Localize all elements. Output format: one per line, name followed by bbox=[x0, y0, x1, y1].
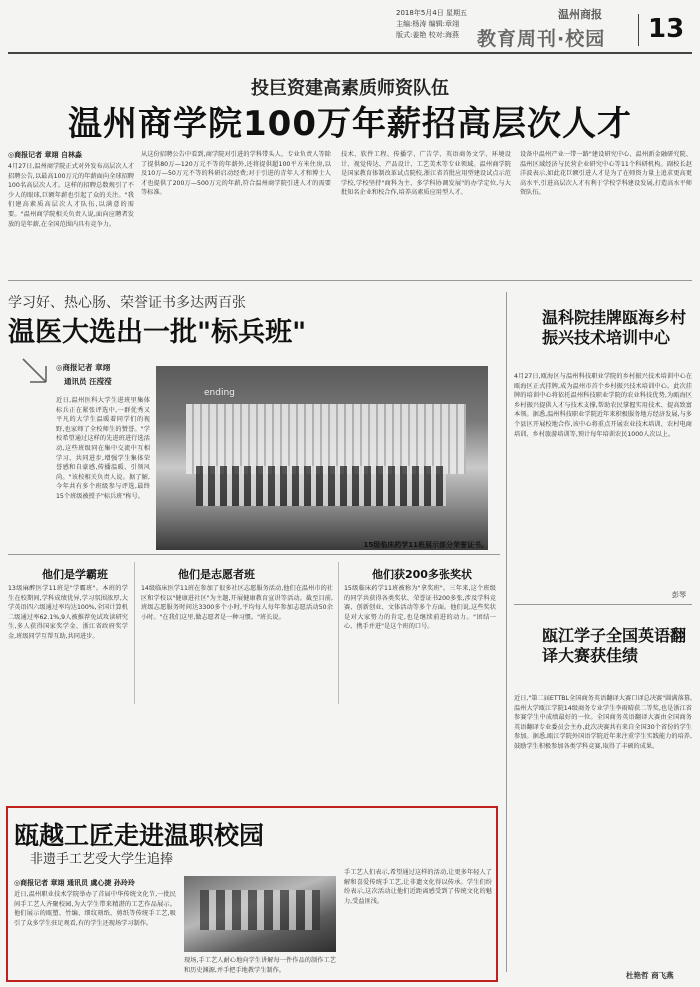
crowd-figures bbox=[200, 890, 320, 930]
paper-name: 温州商报 bbox=[558, 8, 602, 21]
right-story-a-body: 4月27日,瓯海区与温州科技职业学院的乡村振兴技术培训中心在瓯海区正式挂牌,成为温州市首个乡村振兴技术培训中心。此次挂牌的培训中心将依托温州科技职业学院的农业科技优势,为瓯海区乡村振兴提供人才与技术支撑,帮助农民掌握实用技术、提高致富本领。据悉,温州科技职业学院近年来积极服务地方经济发展,与多个县区开展校地合作,该中心将重点开展农业技术培训、农村电商培训、乡村旅游培训等,预计每年培训农民1000人次以上。 bbox=[514, 373, 692, 438]
divider-v1 bbox=[134, 562, 135, 704]
story2-byline-1: ◎商报记者 章翊 bbox=[56, 363, 111, 372]
top-story-col4: 技术、软件工程、传播学、广告学、英语商务文学、环境设计、视觉传达、产品设计、工艺美术等专业领域。温州商学院是国家教育体制改革试点院校,浙江省首批应用型建设试点示范学校,学校坚持"商科为主、多学科协调发展"的办学定位,与大批知名企业和校合作,培养高素质应用型人才。 bbox=[341, 151, 511, 197]
craftsman-photo bbox=[184, 876, 336, 952]
story2-headline: 温医大选出一批"标兵班" bbox=[8, 317, 307, 348]
feature-body-right: 手工艺人们表示,希望通过这样的活动,让更多年轻人了解和喜爱传统手工艺,让非遗文化得以传承。学生们纷纷表示,这次活动让他们近距离感受到了传统文化的魅力,受益匪浅。 bbox=[344, 869, 492, 905]
top-story-col5: 设备中温州产业一带一路"建设研究中心、温州新金融研究院、温州区域经济与民营企业研究中心等11个科研机构。副校长赵洋波表示,如此花巨额引进人才是为了在师资力量上追求更高更高水平,引进高层次人才有利于学校学科建设发展,打造高水平师资队伍。 bbox=[520, 151, 692, 197]
certificates-wall bbox=[186, 404, 466, 474]
students-row bbox=[196, 466, 446, 506]
section-title: 教育周刊·校园 bbox=[477, 28, 606, 50]
masthead-design: 版式:姜艳 校对:海燕 bbox=[396, 31, 459, 39]
substory-title-1: 他们是学霸班 bbox=[42, 568, 108, 581]
photo-caption: 15级临床药学11班展示部分荣誉证书。 bbox=[363, 541, 488, 549]
masthead-date: 2018年5月4日 星期五 bbox=[396, 9, 467, 17]
top-story-col1: 4月27日,温州商学院正式对外发布高层次人才招聘公告,以最高100万元的年薪面向全球招聘100名高层次人才。这样的招聘总数规引了不少人的眼球,巨额年薪也引起了众的关注。"我们建高素质高层次人才队伍,以满意的需要。"温州商学院相关负责人说,面向应聘者发放的是年薪,在全国范围内具有竞争力。 bbox=[8, 163, 134, 228]
divider-top-story bbox=[8, 280, 692, 281]
divider-v2 bbox=[338, 562, 339, 704]
right-story-a-headline: 温科院挂牌瓯海乡村振兴技术培训中心 bbox=[542, 308, 687, 347]
masthead-editor: 主编:杨涛 编辑:章翊 bbox=[396, 20, 459, 28]
substory-body-2: 14级临床医学11班在参加了很多社区志愿服务活动,他们在温州市的社区和学校以"健康进社区"为主题,开展健康教育宣讲等活动。截至目前,班级志愿服务时间达3300多个小时,平均每人每年参加志愿活动50余小时。"在我们这里,做志愿者是一种习惯。"班长说。 bbox=[141, 585, 333, 621]
substory-title-2: 他们是志愿者班 bbox=[178, 568, 255, 581]
photo-sign: ending bbox=[204, 388, 235, 398]
feature-byline: ◎商报记者 章翊 通讯员 虞心捷 孙玲玲 bbox=[14, 879, 135, 887]
top-story-headline: 温州商学院100万年薪招高层次人才 bbox=[68, 104, 632, 144]
substory-title-3: 他们获200多张奖状 bbox=[372, 568, 472, 581]
feature-subheadline: 非遗手工艺受大学生追捧 bbox=[30, 852, 174, 867]
right-story-b-body: 近日,"第二届ETTBL全国商务英语翻译大赛口译总决赛"圆满落幕,温州大学瓯江学院14级商务专业学生李雨晴获二等奖,也是浙江省参赛学生中成绩最好的一位。全国商务英语翻译大赛由全国商务英语翻译专业委员会主办,此次决赛共有来自全国30个省份的学生参加。据悉,瓯江学院外国语学院近年来注重学生实践能力的培养,鼓励学生积极参加各类学科竞赛,取得了丰硕的成果。 bbox=[514, 695, 692, 750]
divider-substories bbox=[8, 554, 500, 555]
feature-headline: 瓯越工匠走进温职校园 bbox=[14, 821, 265, 850]
top-story-col2: 从这份招聘公告中看到,商学院对引进的学科带头人、专业负责人等除了提供80万—120万元不等的年薪外,还将提供超100平方米住房,以及10万—50万元不等的科研启动经费;对于引进的青年人才和博士人才也提供了200万—500万元的年薪,符合温州商学院引进人才的需要等标准。 bbox=[141, 151, 331, 197]
feature-body-left: 近日,温州职业技术学院举办了首届中华传统文化节,一批民间手工艺人齐聚校园,为大学生带来精湛的工艺作品展示。他们展示的瓯塑、竹编、细纹刻纸、剪纸等传统手工艺,吸引了众多学生驻足观看,有的学生还现场学习制作。 bbox=[14, 891, 176, 927]
story2-kicker: 学习好、热心肠、荣誉证书多达两百张 bbox=[8, 295, 246, 311]
right-story-a-sign: 彭琴 bbox=[672, 591, 686, 599]
right-story-b-headline: 瓯江学子全国英语翻译大赛获佳绩 bbox=[542, 626, 687, 665]
story2-lead: 近日,温州医科大学生进班里集体标兵正在紧张评选中,一群优秀又平凡的大学生温暖着同学们的视野,也家师了全校师生的赞誉。"学校希望通过这样的先进班进行选活动,这些班级同在集中交流中互相学习、共同进步,增强学生集体荣誉感和自豪感,传播温暖、引领风尚。"该校相关负责人说。据了解,今年共有多个班级参与评选,最终15个班级被授予"标兵班"称号。 bbox=[56, 397, 150, 500]
masthead-divider bbox=[638, 14, 639, 46]
divider-right-mid bbox=[514, 604, 692, 605]
masthead-rule bbox=[8, 52, 692, 54]
story2-byline-2: 通讯员 汪滢滢 bbox=[64, 377, 112, 386]
top-story-kicker: 投巨资建高素质师资队伍 bbox=[251, 78, 449, 99]
footer-sign: 杜艳哲 商飞燕 bbox=[626, 971, 674, 980]
classroom-photo bbox=[156, 366, 488, 550]
feature-body-mid: 现场,手工艺人耐心地向学生讲解每一件作品的制作工艺和历史渊源,并手把手地教学生制作。 bbox=[184, 957, 336, 974]
page-number: 13 bbox=[648, 14, 685, 44]
arrow-icon bbox=[20, 356, 50, 386]
substory-body-1: 13级麻醉医学11班是"学霸班"。本班的学生在校期间,学科成绩优异,学习氛围浓厚,大学英语四六级通过率均达100%,全国计算机二级通过率62.1%,9人被推荐免试攻读研究生,多人获得国家奖学金、浙江省政府奖学金,班级同学互帮互助,共同进步。 bbox=[8, 585, 128, 640]
top-story-byline: ◎商报记者 章翊 自林淼 bbox=[8, 151, 82, 159]
divider-right-column bbox=[506, 292, 507, 972]
substory-body-3: 15级临床药学11班被称为"拿奖班"。三年来,这个班级的同学共获得各类奖状、荣誉证书200多张,涉及学科竞赛、创新创业、文体活动等多个方面。他们说,这些奖状是对大家努力的肯定,也是继续前进的动力。"团结一心、携手并进"是这个班的口号。 bbox=[344, 585, 496, 631]
